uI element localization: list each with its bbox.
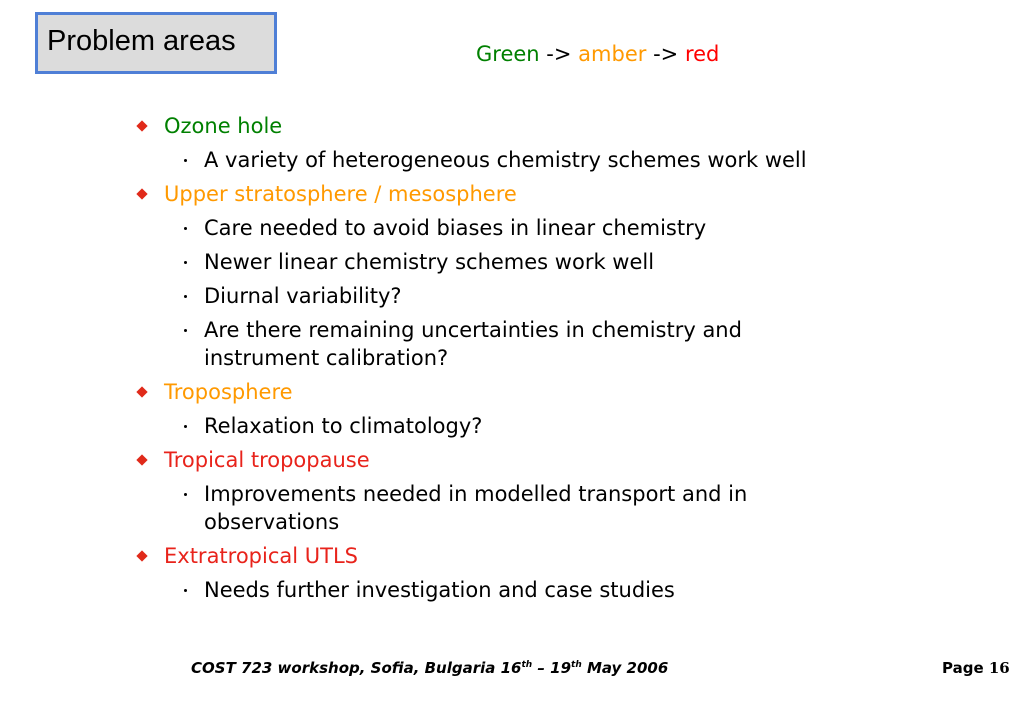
diamond-bullet-icon	[136, 550, 147, 561]
sub-item-text: Relaxation to climatology?	[204, 414, 483, 438]
sub-item	[136, 576, 936, 610]
sub-item-text: Needs further investigation and case studies	[204, 578, 675, 602]
sub-item-text: Are there remaining uncertainties in chemistry and instrument calibration?	[204, 318, 742, 370]
sub-item-text: Diurnal variability?	[204, 284, 402, 308]
footer-sup: th	[571, 660, 582, 670]
sub-item-text: Newer linear chemistry schemes work well	[204, 250, 655, 274]
footer-sup: th	[521, 660, 533, 670]
dot-bullet-icon	[184, 589, 187, 592]
legend-amber: amber	[578, 42, 647, 66]
sub-item	[136, 146, 936, 180]
list-item-troposphere	[136, 378, 936, 412]
sub-item-text: Care needed to avoid biases in linear chemistry	[204, 216, 707, 240]
dot-bullet-icon	[184, 159, 187, 162]
sub-item-text: A variety of heterogeneous chemistry schemes work well	[204, 148, 807, 172]
dot-bullet-icon	[184, 295, 187, 298]
item-label: Extratropical UTLS	[164, 544, 359, 568]
footer-text	[191, 659, 668, 677]
diamond-bullet-icon	[136, 454, 147, 465]
bullet-list	[136, 112, 936, 610]
page-number-value: 16	[988, 659, 1010, 677]
diamond-bullet-icon	[136, 120, 147, 131]
footer-part: May 2006	[581, 659, 669, 677]
status-legend	[476, 42, 719, 66]
legend-arrow-2: ->	[653, 42, 679, 66]
dot-bullet-icon	[184, 329, 187, 332]
list-item-ozone-hole	[136, 112, 936, 146]
title-box	[35, 12, 277, 74]
sub-item	[136, 316, 844, 378]
diamond-bullet-icon	[136, 386, 147, 397]
item-label: Troposphere	[164, 380, 293, 404]
item-label: Tropical tropopause	[164, 448, 370, 472]
dot-bullet-icon	[184, 227, 187, 230]
sub-item	[136, 214, 936, 248]
sub-item	[136, 282, 936, 316]
sub-item	[136, 248, 936, 282]
page-label: Page	[942, 659, 989, 677]
legend-green: Green	[476, 42, 540, 66]
item-label: Upper stratosphere / mesosphere	[164, 182, 517, 206]
dot-bullet-icon	[184, 425, 187, 428]
list-item-upper-stratosphere	[136, 180, 936, 214]
dot-bullet-icon	[184, 493, 187, 496]
page-number	[942, 659, 1010, 677]
footer-part: COST 723 workshop, Sofia, Bulgaria 16	[191, 659, 522, 677]
list-item-extratropical-utls	[136, 542, 936, 576]
sub-item	[136, 480, 844, 542]
page-title: Problem areas	[47, 25, 236, 57]
list-item-tropical-tropopause	[136, 446, 936, 480]
sub-item	[136, 412, 936, 446]
sub-item-text: Improvements needed in modelled transport and in observations	[204, 482, 748, 534]
dot-bullet-icon	[184, 261, 187, 264]
legend-arrow-1: ->	[546, 42, 572, 66]
footer-part: – 19	[532, 659, 572, 677]
item-label: Ozone hole	[164, 114, 283, 138]
legend-red: red	[684, 42, 720, 66]
diamond-bullet-icon	[136, 188, 147, 199]
